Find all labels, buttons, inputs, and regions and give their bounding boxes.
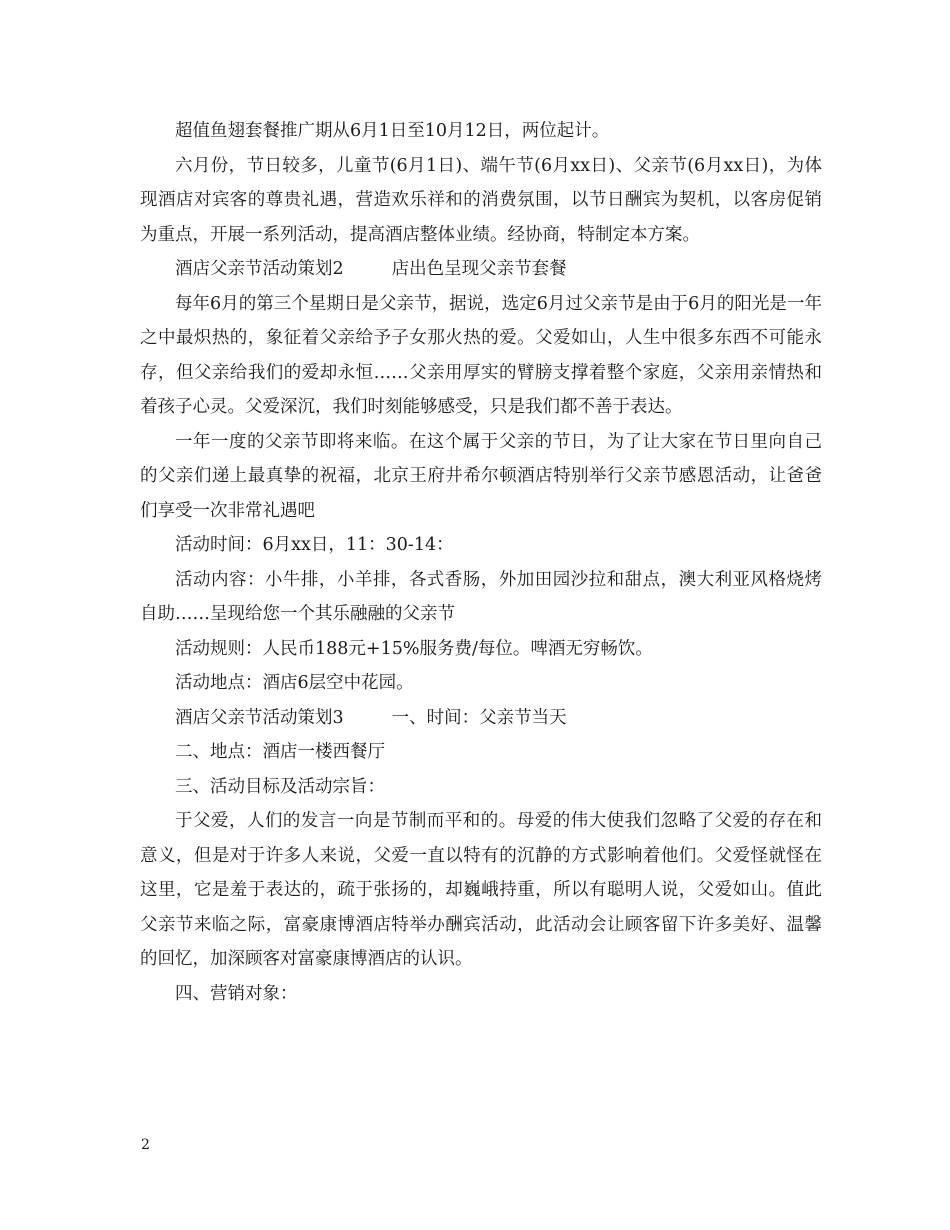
paragraph-marketing-target: 四、营销对象：	[175, 983, 298, 1004]
paragraph-goals-body: 于父爱，人们的发言一向是节制而平和的。母爱的伟大使我们忽略了父爱的存在和意义，但是对于许多人来说，父爱一直以特有的沉静的方式影响着他们。父爱怪就怪在这里，它是羞于表达的，疏于张扬的，却巍峨持重，所以有聪明人说，父爱如山。值此父亲节来临之际，富豪康博酒店特举办酬宾活动，此活动会让顾客留下许多美好、温馨的回忆，加深顾客对富豪康博酒店的认识。	[140, 811, 822, 969]
paragraph-fathers-day-intro: 每年6月的第三个星期日是父亲节，据说，选定6月过父亲节是由于6月的阳光是一年之中最炽热的，象征着父亲给予子女那火热的爱。父爱如山，人生中很多东西不可能永存，但父亲给我们的爱却永恒……父亲用厚实的臂膀支撑着整个家庭，父亲用亲情热和着孩子心灵。父爱深沉，我们时刻能够感受，只是我们都不善于表达。	[140, 293, 822, 417]
section-2-subtitle: 店出色呈现父亲节套餐	[391, 259, 567, 279]
paragraph-june-holidays: 六月份，节日较多，儿童节(6月1日)、端午节(6月xx日)、父亲节(6月xx日)，为体现酒店对宾客的尊贵礼遇，营造欢乐祥和的消费氛围，以节日酬宾为契机，以客房促销为重点，开展一系列活动，提高酒店整体业绩。经协商，特制定本方案。	[140, 155, 822, 245]
paragraph-fathers-day-event: 一年一度的父亲节即将来临。在这个属于父亲的节日，为了让大家在节日里向自己的父亲们递上最真挚的祝福，北京王府井希尔顿酒店特别举行父亲节感恩活动，让爸爸们享受一次非常礼遇吧	[140, 431, 822, 521]
paragraph-goals-heading: 三、活动目标及活动宗旨：	[175, 776, 385, 797]
section-3-subtitle: 一、时间：父亲节当天	[391, 707, 567, 728]
paragraph-event-location: 活动地点：酒店6层空中花园。	[175, 673, 414, 693]
section-heading-plan-2	[140, 252, 822, 287]
paragraph-event-content: 活动内容：小牛排，小羊排，各式香肠，外加田园沙拉和甜点，澳大利亚风格烧烤自助……呈现给您一个其乐融融的父亲节	[140, 569, 822, 624]
document-body	[140, 114, 822, 1011]
page-number: 2	[141, 1137, 150, 1153]
paragraph-venue: 二、地点：酒店一楼西餐厅	[175, 742, 385, 762]
section-3-title: 酒店父亲节活动策划3	[175, 707, 344, 728]
paragraph-event-rules: 活动规则：人民币188元+15%服务费/每位。啤酒无穷畅饮。	[175, 638, 653, 659]
paragraph-promo-period: 超值鱼翅套餐推广期从6月1日至10月12日，两位起计。	[175, 121, 610, 141]
section-2-title: 酒店父亲节活动策划2	[175, 259, 344, 279]
paragraph-event-time: 活动时间：6月xx日，11：30-14：	[175, 535, 454, 555]
section-heading-plan-3	[140, 701, 822, 736]
